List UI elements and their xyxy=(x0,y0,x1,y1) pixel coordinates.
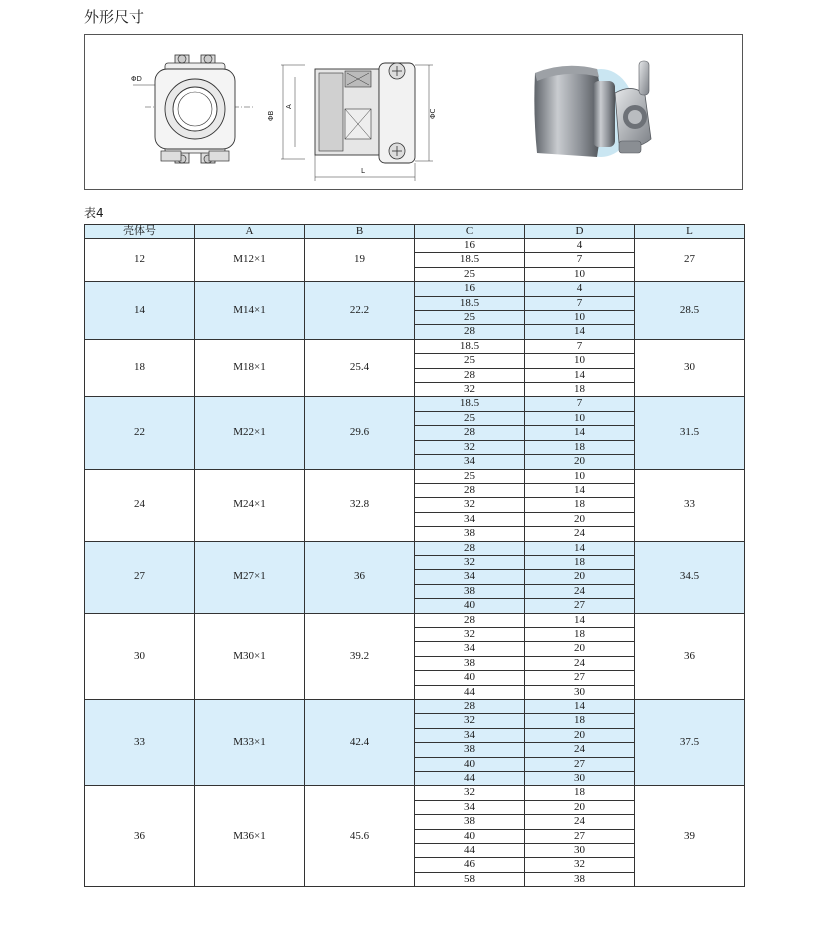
cell-c: 34 xyxy=(415,728,525,742)
table-row xyxy=(85,613,745,627)
phi-d-label: ΦD xyxy=(131,75,142,83)
cell-c: 44 xyxy=(415,685,525,699)
cell-d: 18 xyxy=(525,627,635,641)
cell-d: 27 xyxy=(525,671,635,685)
cell-b: 32.8 xyxy=(305,469,415,541)
cell-d: 24 xyxy=(525,656,635,670)
cell-d: 32 xyxy=(525,858,635,872)
cell-c: 32 xyxy=(415,555,525,569)
l-label: L xyxy=(361,167,365,175)
cell-a: M36×1 xyxy=(195,786,305,887)
cell-c: 32 xyxy=(415,440,525,454)
cell-c: 28 xyxy=(415,541,525,555)
phi-b-label: ΦB xyxy=(267,110,275,121)
side-view-drawing xyxy=(265,49,445,185)
table-body xyxy=(85,239,745,887)
cell-d: 14 xyxy=(525,368,635,382)
cell-d: 14 xyxy=(525,325,635,339)
cell-d: 10 xyxy=(525,469,635,483)
cell-d: 38 xyxy=(525,872,635,886)
cell-c: 38 xyxy=(415,527,525,541)
header-shell: 壳体号 xyxy=(85,225,195,239)
cell-l: 37.5 xyxy=(635,700,745,786)
cell-c: 25 xyxy=(415,267,525,281)
table-row xyxy=(85,469,745,483)
cell-b: 42.4 xyxy=(305,700,415,786)
cell-c: 40 xyxy=(415,599,525,613)
cell-c: 28 xyxy=(415,325,525,339)
cell-shell: 22 xyxy=(85,397,195,469)
table-row xyxy=(85,397,745,411)
cell-c: 38 xyxy=(415,743,525,757)
cell-d: 10 xyxy=(525,311,635,325)
cell-c: 28 xyxy=(415,426,525,440)
cell-a: M14×1 xyxy=(195,282,305,340)
cell-d: 10 xyxy=(525,354,635,368)
cell-c: 34 xyxy=(415,512,525,526)
table-row xyxy=(85,339,745,353)
cell-c: 16 xyxy=(415,282,525,296)
cell-l: 34.5 xyxy=(635,541,745,613)
cell-d: 14 xyxy=(525,700,635,714)
cell-d: 7 xyxy=(525,296,635,310)
cell-c: 28 xyxy=(415,483,525,497)
cell-c: 25 xyxy=(415,469,525,483)
cell-c: 18.5 xyxy=(415,397,525,411)
cell-d: 18 xyxy=(525,383,635,397)
cell-c: 18.5 xyxy=(415,296,525,310)
cell-c: 40 xyxy=(415,829,525,843)
cell-d: 20 xyxy=(525,455,635,469)
cell-c: 40 xyxy=(415,671,525,685)
cell-c: 25 xyxy=(415,411,525,425)
cell-d: 27 xyxy=(525,829,635,843)
cell-b: 45.6 xyxy=(305,786,415,887)
cell-c: 34 xyxy=(415,800,525,814)
cell-d: 14 xyxy=(525,483,635,497)
cell-c: 34 xyxy=(415,455,525,469)
cell-l: 36 xyxy=(635,613,745,699)
cell-c: 25 xyxy=(415,311,525,325)
cell-b: 29.6 xyxy=(305,397,415,469)
header-l: L xyxy=(635,225,745,239)
phi-c-label: ΦC xyxy=(429,108,437,119)
cell-shell: 36 xyxy=(85,786,195,887)
cell-c: 18.5 xyxy=(415,253,525,267)
header-b: B xyxy=(305,225,415,239)
cell-c: 28 xyxy=(415,700,525,714)
product-rendering xyxy=(515,43,675,183)
cell-d: 18 xyxy=(525,498,635,512)
cell-c: 16 xyxy=(415,239,525,253)
cell-d: 18 xyxy=(525,786,635,800)
cell-a: M12×1 xyxy=(195,239,305,282)
cell-c: 28 xyxy=(415,613,525,627)
cell-c: 40 xyxy=(415,757,525,771)
cell-d: 18 xyxy=(525,555,635,569)
cell-d: 27 xyxy=(525,757,635,771)
section-title: 外形尺寸 xyxy=(84,8,145,26)
table-row xyxy=(85,786,745,800)
cell-l: 39 xyxy=(635,786,745,887)
cell-c: 44 xyxy=(415,772,525,786)
table-row xyxy=(85,282,745,296)
cell-b: 39.2 xyxy=(305,613,415,699)
cell-d: 27 xyxy=(525,599,635,613)
cell-d: 10 xyxy=(525,267,635,281)
table-row xyxy=(85,239,745,253)
cell-b: 25.4 xyxy=(305,339,415,397)
table-caption: 表4 xyxy=(84,206,104,220)
cell-d: 30 xyxy=(525,685,635,699)
header-a: A xyxy=(195,225,305,239)
cell-shell: 12 xyxy=(85,239,195,282)
cell-d: 4 xyxy=(525,239,635,253)
cell-a: M22×1 xyxy=(195,397,305,469)
cell-c: 38 xyxy=(415,815,525,829)
cell-a: M30×1 xyxy=(195,613,305,699)
cell-c: 38 xyxy=(415,656,525,670)
cell-l: 31.5 xyxy=(635,397,745,469)
cell-d: 18 xyxy=(525,440,635,454)
cell-c: 38 xyxy=(415,584,525,598)
cell-d: 30 xyxy=(525,844,635,858)
cell-d: 10 xyxy=(525,411,635,425)
cell-c: 28 xyxy=(415,368,525,382)
cell-d: 20 xyxy=(525,642,635,656)
cell-l: 33 xyxy=(635,469,745,541)
cell-d: 18 xyxy=(525,714,635,728)
cell-a: M27×1 xyxy=(195,541,305,613)
cell-d: 20 xyxy=(525,512,635,526)
cell-d: 14 xyxy=(525,541,635,555)
cell-d: 24 xyxy=(525,527,635,541)
cell-c: 34 xyxy=(415,570,525,584)
cell-c: 44 xyxy=(415,844,525,858)
dimension-table xyxy=(84,224,745,887)
cell-shell: 18 xyxy=(85,339,195,397)
cell-d: 7 xyxy=(525,253,635,267)
cell-l: 28.5 xyxy=(635,282,745,340)
cell-l: 27 xyxy=(635,239,745,282)
cell-shell: 27 xyxy=(85,541,195,613)
cell-c: 32 xyxy=(415,786,525,800)
table-header-row xyxy=(85,225,745,239)
cell-d: 24 xyxy=(525,815,635,829)
table-row xyxy=(85,700,745,714)
cell-b: 19 xyxy=(305,239,415,282)
cell-d: 20 xyxy=(525,570,635,584)
cell-d: 24 xyxy=(525,743,635,757)
cell-d: 30 xyxy=(525,772,635,786)
cell-c: 58 xyxy=(415,872,525,886)
cell-d: 20 xyxy=(525,728,635,742)
cell-d: 7 xyxy=(525,397,635,411)
cell-d: 14 xyxy=(525,426,635,440)
cell-shell: 14 xyxy=(85,282,195,340)
cell-c: 34 xyxy=(415,642,525,656)
cell-b: 36 xyxy=(305,541,415,613)
cell-l: 30 xyxy=(635,339,745,397)
cell-d: 14 xyxy=(525,613,635,627)
header-d: D xyxy=(525,225,635,239)
cell-a: M18×1 xyxy=(195,339,305,397)
cell-c: 32 xyxy=(415,383,525,397)
cell-d: 24 xyxy=(525,584,635,598)
a-label: A xyxy=(285,104,293,109)
cell-d: 20 xyxy=(525,800,635,814)
cell-c: 32 xyxy=(415,627,525,641)
cell-shell: 24 xyxy=(85,469,195,541)
cell-c: 32 xyxy=(415,714,525,728)
cell-c: 46 xyxy=(415,858,525,872)
cell-a: M24×1 xyxy=(195,469,305,541)
cell-c: 32 xyxy=(415,498,525,512)
table-row xyxy=(85,541,745,555)
cell-a: M33×1 xyxy=(195,700,305,786)
cell-b: 22.2 xyxy=(305,282,415,340)
header-c: C xyxy=(415,225,525,239)
front-view-drawing xyxy=(125,47,265,177)
cell-c: 18.5 xyxy=(415,339,525,353)
cell-d: 7 xyxy=(525,339,635,353)
cell-shell: 30 xyxy=(85,613,195,699)
cell-c: 25 xyxy=(415,354,525,368)
cell-shell: 33 xyxy=(85,700,195,786)
cell-d: 4 xyxy=(525,282,635,296)
dimension-figure xyxy=(84,34,743,190)
